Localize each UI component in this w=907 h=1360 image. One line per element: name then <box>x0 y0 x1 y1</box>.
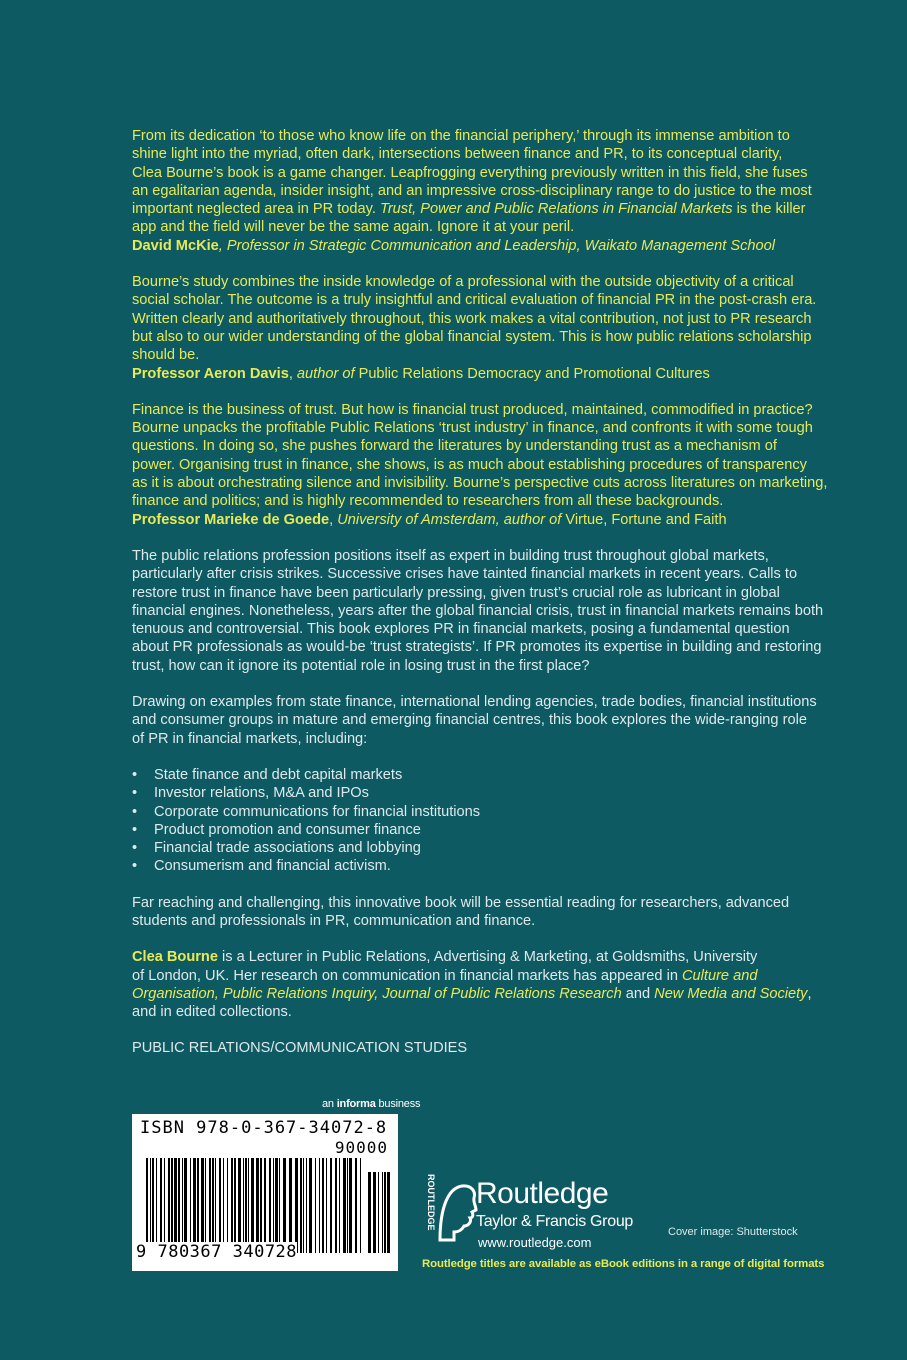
quote-line: finance and politics; and is highly recommended to researchers from all these backgrounds. <box>132 493 724 510</box>
endorser-affiliation: Public Relations Democracy and Promotional Cultures <box>354 365 710 382</box>
quote-line: Bourne’s study combines the inside knowledge of a professional with the outside objectivity of a critical <box>132 274 794 291</box>
routledge-logo-icon <box>418 1168 478 1248</box>
description-line: trust, how can it ignore its potential role in losing trust in the first place? <box>132 657 590 674</box>
list-item: • Corporate communications for financial institutions <box>132 803 832 821</box>
quote-line: important neglected area in PR today. Trust, Power and Public Relations in Financial Markets is the killer <box>132 201 806 218</box>
description-line: The public relations profession positions itself as expert in building trust throughout global markets, <box>132 547 769 564</box>
publisher-name: Routledge <box>476 1177 609 1210</box>
description-line: about PR professionals as would-be ‘trust strategists’. If PR promotes its expertise in building and restoring <box>132 639 822 656</box>
endorsement-mckie <box>132 127 832 255</box>
isbn-barcode <box>132 1114 398 1271</box>
closing-statement <box>132 894 832 931</box>
description-line: Drawing on examples from state finance, international lending agencies, trade bodies, financial institutions <box>132 694 817 711</box>
examples-intro <box>132 693 832 748</box>
endorsement-davis <box>132 273 832 383</box>
quote-attribution: Professor Aeron Davis, author of Public Relations Democracy and Promotional Cultures <box>132 365 710 382</box>
description-line: of PR in financial markets, including: <box>132 730 368 747</box>
publisher-url[interactable]: www.routledge.com <box>478 1235 592 1250</box>
quote-line: but also to our wider understanding of the global financial system. This is how public relations scholarship <box>132 328 812 345</box>
subject-category: PUBLIC RELATIONS/COMMUNICATION STUDIES <box>132 1040 468 1057</box>
list-item: • Investor relations, M&A and IPOs <box>132 784 832 802</box>
informa-tagline: an informa business <box>322 1098 421 1110</box>
quote-line: app and the field will never be the same again. Ignore it at your peril. <box>132 219 575 236</box>
quote-line: power. Organising trust in finance, she shows, is as much about establishing procedures of transparency <box>132 456 807 473</box>
ean-digits: 9 780367 340728 <box>136 1242 298 1262</box>
isbn-text: ISBN 978-0-367-34072-8 <box>140 1118 388 1138</box>
quote-attribution: Professor Marieke de Goede, University of Amsterdam, author of Virtue, Fortune and Faith <box>132 511 727 528</box>
list-item: • Financial trade associations and lobbying <box>132 839 832 857</box>
publisher-group: Taylor & Francis Group <box>476 1213 634 1230</box>
description-line: students and professionals in PR, communication and finance. <box>132 912 536 929</box>
list-item: • State finance and debt capital markets <box>132 766 832 784</box>
book-title: Trust, Power and Public Relations in Financial Markets <box>379 201 733 218</box>
barcode-addon-bars <box>368 1172 392 1253</box>
description-line: Far reaching and challenging, this innovative book will be essential reading for researchers, advanced <box>132 894 790 911</box>
description-line: and consumer groups in mature and emerging financial centres, this book explores the wide-ranging role <box>132 712 807 729</box>
quote-line: should be. <box>132 347 200 364</box>
logo-vertical-text: ROUTLEDGE <box>426 1174 436 1231</box>
quote-line: as it is about orchestrating silence and invisibility. Bourne’s perspective cuts across literatures on marketing, <box>132 475 828 492</box>
quote-attribution <box>132 237 832 255</box>
quote-line: social scholar. The outcome is a truly insightful and critical evaluation of financial PR in the post-crash era. <box>132 292 817 309</box>
topics-list <box>132 766 832 876</box>
description-line: restore trust in finance have been particularly pressing, given trust’s crucial role as lubricant in global <box>132 584 780 601</box>
quote-line: shine light into the myriad, often dark, intersections between finance and PR, to its conceptual clarity, <box>132 146 783 163</box>
barcode-bars <box>146 1158 364 1253</box>
quote-line: questions. In doing so, she pushes forward the literatures by understanding trust as a mechanism of <box>132 438 777 455</box>
quote-line: Bourne unpacks the profitable Public Relations ‘trust industry’ in finance, and confronts it with some tough <box>132 420 813 437</box>
description-line: particularly after crisis strikes. Successive crises have tainted financial markets in recent years. Calls to <box>132 566 798 583</box>
description-line: tenuous and controversial. This book explores PR in financial markets, posing a fundamental question <box>132 621 790 638</box>
quote-line: Clea Bourne’s book is a game changer. Leapfrogging everything previously written in this field, she fuses <box>132 164 808 181</box>
endorser-name: Professor Marieke de Goede <box>132 511 330 528</box>
endorser-name: David McKie <box>132 237 219 254</box>
endorsement-de-goede <box>132 401 832 529</box>
list-item: • Consumerism and financial activism. <box>132 857 832 875</box>
price-code: 90000 <box>334 1138 388 1157</box>
quote-line: Finance is the business of trust. But how is financial trust produced, maintained, commodified in practice? <box>132 401 813 418</box>
quote-line: Written clearly and authoritatively throughout, this work makes a vital contribution, not just to PR research <box>132 310 812 327</box>
cover-image-credit: Cover image: Shutterstock <box>668 1226 798 1238</box>
list-item: • Product promotion and consumer finance <box>132 821 832 839</box>
ebook-availability-note: Routledge titles are available as eBook editions in a range of digital formats <box>422 1258 825 1270</box>
book-description <box>132 547 832 675</box>
endorser-affiliation: Virtue, Fortune and Faith <box>561 511 727 528</box>
endorser-affiliation: , Professor in Strategic Communication and Leadership, Waikato Management School <box>218 237 775 254</box>
author-name: Clea Bourne <box>132 949 218 966</box>
author-bio: Clea Bourne is a Lecturer in Public Relations, Advertising & Marketing, at Goldsmiths, University of London, UK. Her research on communication in financial markets has appeared in Culture and Organisation, Public Relations Inquiry, Journal of Public Relations Research and New Media and Society, and in edited collections. <box>132 949 812 1021</box>
back-cover-text <box>132 127 832 1058</box>
description-line: financial engines. Nonetheless, years after the global financial crisis, trust in financial markets remains both <box>132 602 824 619</box>
endorser-name: Professor Aeron Davis <box>132 365 289 382</box>
quote-line: From its dedication ‘to those who know life on the financial periphery,’ through its immense ambition to <box>132 128 790 144</box>
quote-line: an egalitarian agenda, insider insight, and an impressive cross-disciplinary range to do justice to the most <box>132 182 812 199</box>
